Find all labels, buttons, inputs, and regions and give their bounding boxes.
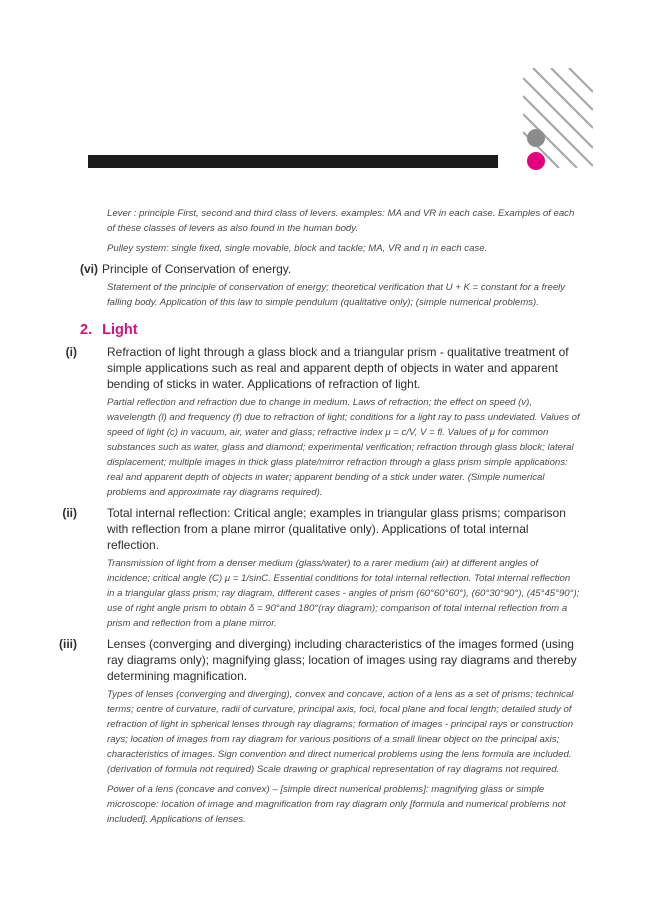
header-bar — [88, 155, 498, 168]
item-iii-number: (iii) — [59, 637, 77, 651]
item-vi-note: Statement of the principle of conservation of energy; theoretical verification that U + K = constant for a freely falling body. Application of this law to simple pendulum (qualitative only); (simple numerical problems). — [107, 282, 566, 308]
item-ii-number: (ii) — [62, 506, 77, 520]
item-i-note: Partial reflection and refraction due to change in medium. Laws of refraction; the effect on speed (v), wavelength (l) and frequency (f) due to refraction of light; conditions for a light ray to pass undeviated. Values of speed of light (c) in vacuum, air, water and glass; refractive index μ = c/V, V = fl. Values of μ for common substances such as water, glass and diamond; experimental verification; refraction through glass block; lateral displacement; multiple images in thick glass plate/mirror refraction through a glass prism simple applications: real and apparent depth of objects in water; apparent bending of a stick under water. (Simple numerical problems and approximate ray diagrams required). — [107, 397, 580, 498]
item-vi-number: (vi) — [80, 262, 98, 276]
intro-note-levers: Lever : principle First, second and third class of levers. examples: MA and VR in each case. Examples of each of these classes of levers as also found in the human body. — [107, 208, 575, 234]
item-i — [65, 344, 580, 392]
item-iii — [59, 636, 580, 684]
section-heading — [80, 322, 580, 338]
section-number: 2. — [80, 322, 93, 338]
item-iii-note-2: Power of a lens (concave and convex) – [simple direct numerical problems]: magnifying glass or simple microscope: location of image and magnification from ray diagram only [formula and numerical problems not included]. Applications of lenses. — [107, 784, 566, 825]
gray-dot-decoration — [527, 129, 545, 147]
item-ii-text: Total internal reflection: Critical angle; examples in triangular glass prisms; comparison with reflection from a plane mirror (qualitative only). Applications of total internal reflection. — [107, 506, 566, 552]
intro-note-pulley: Pulley system: single fixed, single movable, block and tackle; MA, VR and η in each case. — [107, 243, 488, 254]
item-ii — [62, 505, 580, 553]
item-ii-note: Transmission of light from a denser medium (glass/water) to a rarer medium (air) at different angles of incidence; critical angle (C) μ = 1/sinC. Essential conditions for total internal reflection. Total internal reflection in a triangular glass prism; ray diagram, different cases - angles of prism (60°60°60°), (60°30°90°), (45°45°90°); use of right angle prism to obtain δ = 90°and 180°(ray diagram); comparison of total internal reflection from a prism and reflection from a plane mirror. — [107, 558, 580, 629]
item-vi-text: Principle of Conservation of energy. — [102, 262, 292, 276]
section-title: Light — [102, 322, 138, 338]
item-vi — [80, 261, 580, 277]
item-i-text: Refraction of light through a glass block and a triangular prism - qualitative treatment of simple applications such as real and apparent depth of objects in water and apparent bending of sticks in water. Applications of refraction of light. — [107, 345, 569, 391]
item-iii-text: Lenses (converging and diverging) including characteristics of the images formed (using ray diagrams only); magnifying glass; location of images using ray diagrams and thereby determining magnification. — [107, 637, 577, 683]
item-i-number: (i) — [65, 345, 77, 359]
item-iii-note-1: Types of lenses (converging and diverging), convex and concave, action of a lens as a set of prisms; technical terms; centre of curvature, radii of curvature, principal axis, foci, focal plane and focal length; detailed study of refraction of light in spherical lenses through ray diagrams; formation of images - principal rays or construction rays; location of images from ray diagram for various positions of a small linear object on the principal axis; characteristics of images. Sign convention and direct numerical problems using the lens formula are included.(derivation of formula not required) Scale drawing or graphical representation of ray diagrams not required. — [107, 689, 574, 775]
page-content — [59, 206, 580, 832]
pink-dot-decoration — [527, 152, 545, 170]
